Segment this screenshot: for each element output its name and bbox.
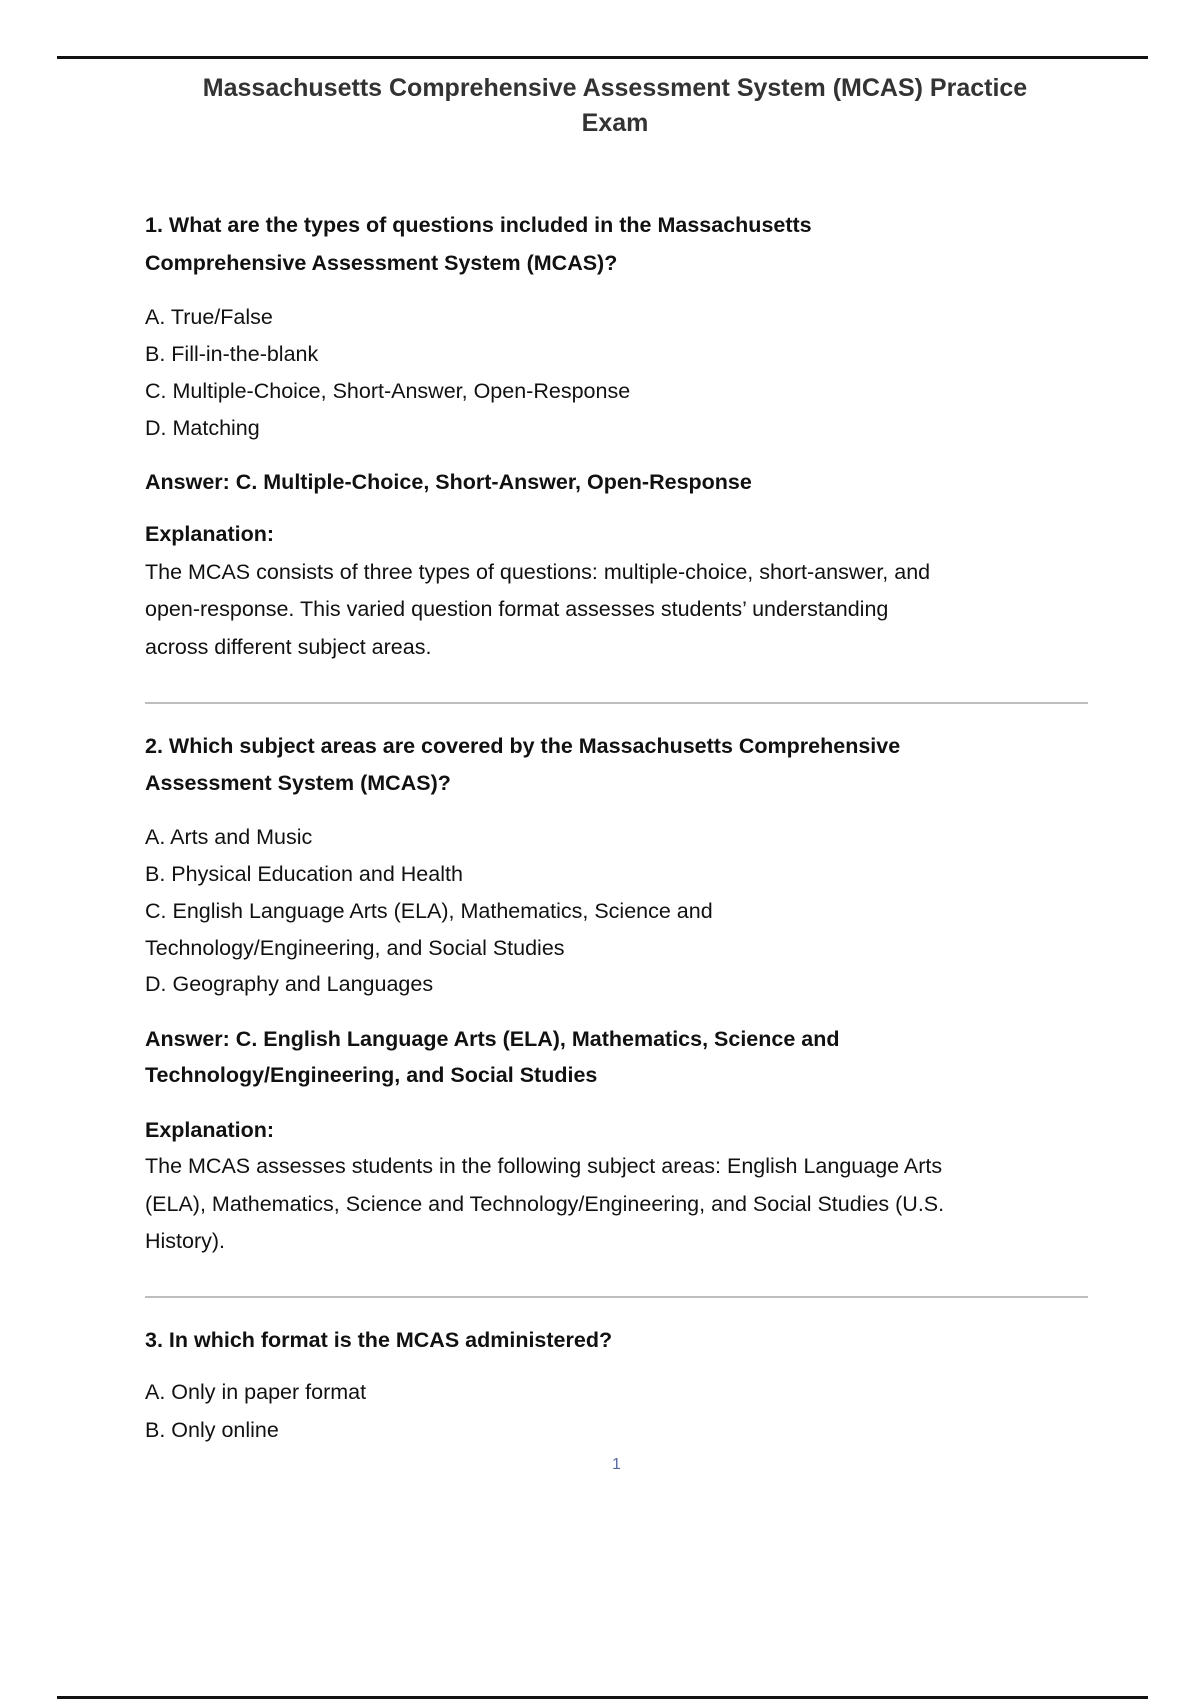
option: C. English Language Arts (ELA), Mathematics, Science and [145, 899, 713, 923]
option: A. Arts and Music [145, 825, 313, 849]
question-2: Assessment System (MCAS)? [145, 771, 451, 795]
option: B. Physical Education and Health [145, 862, 463, 886]
option: A. Only in paper format [145, 1380, 367, 1404]
answer: Technology/Engineering, and Social Studies [145, 1063, 598, 1087]
question-1: Comprehensive Assessment System (MCAS)? [145, 251, 618, 275]
document-title: Massachusetts Comprehensive Assessment System (MCAS) Practice [202, 74, 1028, 102]
divider [145, 1296, 1088, 1298]
question-1: 1. What are the types of questions included in the Massachusetts [145, 213, 812, 237]
answer: Answer: C. English Language Arts (ELA), Mathematics, Science and [145, 1027, 840, 1051]
explanation-text: open-response. This varied question format assesses students’ understanding [145, 597, 889, 621]
document-title-cont: Exam [581, 109, 649, 137]
question-3: 3. In which format is the MCAS administered? [145, 1328, 613, 1352]
page-number: 1 [612, 1456, 621, 1473]
option: A. True/False [145, 305, 273, 329]
explanation-text: The MCAS consists of three types of questions: multiple-choice, short-answer, and [145, 560, 931, 584]
question-2: 2. Which subject areas are covered by the Massachusetts Comprehensive [145, 734, 901, 758]
answer: Answer: C. Multiple-Choice, Short-Answer, Open-Response [145, 470, 752, 494]
option: B. Fill-in-the-blank [145, 342, 319, 366]
explanation-text: The MCAS assesses students in the following subject areas: English Language Arts [145, 1154, 943, 1178]
option: B. Only online [145, 1418, 279, 1442]
explanation-label: Explanation: [145, 522, 275, 546]
explanation-label: Explanation: [145, 1118, 275, 1142]
option: C. Multiple-Choice, Short-Answer, Open-Response [145, 379, 631, 403]
option: D. Geography and Languages [145, 972, 434, 996]
top-border [57, 56, 1148, 59]
explanation-text: across different subject areas. [145, 635, 432, 659]
bottom-border [57, 1696, 1148, 1699]
option: Technology/Engineering, and Social Studies [145, 936, 565, 960]
divider [145, 702, 1088, 704]
explanation-text: History). [145, 1229, 226, 1253]
option: D. Matching [145, 416, 260, 440]
explanation-text: (ELA), Mathematics, Science and Technology/Engineering, and Social Studies (U.S. [145, 1192, 945, 1216]
